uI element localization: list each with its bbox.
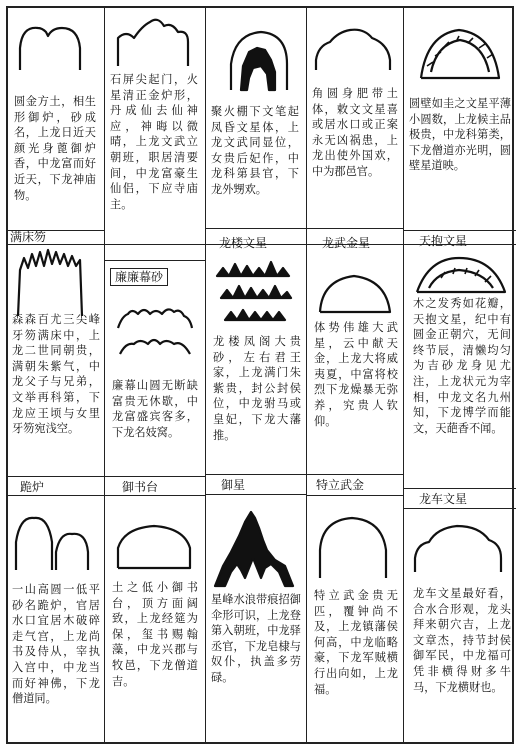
mountain-figure-icon <box>205 494 306 594</box>
mountain-figure-icon <box>8 8 104 88</box>
cell-title: 跪炉 <box>20 480 45 494</box>
cell-title: 满床笏 <box>10 230 47 244</box>
cell-text: 龙车文星最好看，合水合形观，龙头拜来朝穴吉，上龙文章杰，持节封侯御军民，中龙福可凭非横得财多牛马，下龙横财也。 <box>413 587 511 694</box>
cell-text: 森森百尤三尖峰牙笏满床中，上龙二世同朝贵，满朝朱紫气，中龙父子与兄弟，文举再科第，下龙应王顷与女里牙笏宛浅空。 <box>12 313 100 436</box>
cell-title: 御星 <box>221 478 246 492</box>
cell-r3c3 <box>205 474 306 746</box>
mountain-figure-icon <box>205 246 306 336</box>
row-divider <box>205 228 306 229</box>
cell-title: 龙车文星 <box>419 492 468 506</box>
cell-text: 聚火棚下文笔起凤昏文星体，上龙文武同显位，女贵后妃作，中龙科第县官，下龙外甥欢。 <box>211 105 299 196</box>
cell-r2c1 <box>8 230 104 476</box>
cell-title: 天抱文星 <box>419 234 468 248</box>
cell-r2c5 <box>403 230 516 488</box>
cell-text: 木之发秀如花瓣，天抱文星，纪中有圆金正朝穴，无间终节辰，清懒均匀为吉砂龙身见尤注，上龙状元为宰相，中龙文名九州知，下龙博学而能文，天葩香不闻。 <box>413 297 511 435</box>
cell-r3c2 <box>104 476 205 746</box>
cell-title: 龙武金星 <box>322 236 371 250</box>
cell-r2c2 <box>104 260 205 476</box>
mountain-figure-icon <box>306 500 403 590</box>
cell-text: 一山高圆一低平砂名跪炉，官居水口宜居木破碎走气宫，上龙尚书及侍从，宰执入宫中，中龙当而好神佛，下龙僧道同。 <box>12 583 100 706</box>
cell-text: 角圆身肥带土体，敕文文星喜或居水口或正案永无凶祸患，上龙出使外国欢，中为郡邑官。 <box>312 87 398 178</box>
mountain-figure-icon <box>403 508 516 588</box>
cell-text: 圆金方土，相生形御炉，砂成名，上龙日近天颜光身蓖御炉香，中龙富而好近天，下龙神庙物。 <box>14 95 96 202</box>
cell-r2c4 <box>306 230 403 474</box>
mountain-figure-icon <box>104 504 205 584</box>
mountain-figure-icon <box>104 8 205 78</box>
cell-text: 圆壁如圭之文星平薄小圆数，上龙候主品极贵，中龙科第类，下龙僧道亦光明，圆壁星道映。 <box>409 97 511 173</box>
mountain-figure-icon <box>8 502 104 582</box>
cell-text: 星峰水浪带痕招御伞形可识，上龙登第入朝班，中龙驿丞官，下龙皂棣与奴仆，执盖多劳碌。 <box>211 593 301 684</box>
cell-title: 御书台 <box>122 480 159 494</box>
cell-r1c2 <box>104 8 205 260</box>
cell-title: 廉廉幕砂 <box>110 268 168 286</box>
mountain-figure-icon <box>104 288 205 368</box>
cell-text: 体势伟雄大武星，云中献天金，上龙大将威夷夏，中富将校烈下龙燥暴无弥养，究贵人钦仰。 <box>314 321 398 428</box>
mountain-figure-icon <box>306 250 403 330</box>
cell-r3c1 <box>8 476 104 746</box>
cell-r1c3 <box>205 8 306 228</box>
cell-r1c1 <box>8 8 104 230</box>
cell-text: 特立武金贵无匹，覆钟尚不及，上龙镇藩侯何高，中龙临略豪，下龙军贼横行出向如，上龙福。 <box>314 589 398 696</box>
cell-r3c4 <box>306 474 403 746</box>
cell-r3c5 <box>403 488 516 746</box>
cell-r1c5 <box>403 8 516 230</box>
mountain-figure-icon <box>403 8 516 88</box>
row-divider <box>306 228 403 229</box>
cell-r1c4 <box>306 8 403 228</box>
cell-title: 特立武金 <box>316 478 365 492</box>
cell-r2c3 <box>205 230 306 474</box>
mountain-figure-icon <box>205 8 306 98</box>
cell-text: 廉幕山圆无断缺富贵无休歇，中龙富盛宾客多，下龙名妓窝。 <box>112 379 198 439</box>
cell-text: 石屏尖起门，火星清正金炉形，丹成仙去仙神应，神晦以微晴，上龙文武立朝班，职居清要间，中龙富豪生仙侣，下应寺庙主。 <box>110 73 198 211</box>
cell-text: 龙楼凤阁大贵砂，左右君王家，上龙满门朱紫贵，封公封侯位，中龙驸马或皇妃，下龙大藩推。 <box>213 335 301 442</box>
mountain-figure-icon <box>306 8 403 88</box>
cell-title: 龙楼文星 <box>219 236 268 250</box>
feng-shui-table <box>6 6 514 744</box>
cell-text: 土之低小御书台，顶方面阔致，上龙经筵为保，玺书赐翰藻，中龙兴郡与牧邑，下龙僧道吉。 <box>112 581 198 688</box>
